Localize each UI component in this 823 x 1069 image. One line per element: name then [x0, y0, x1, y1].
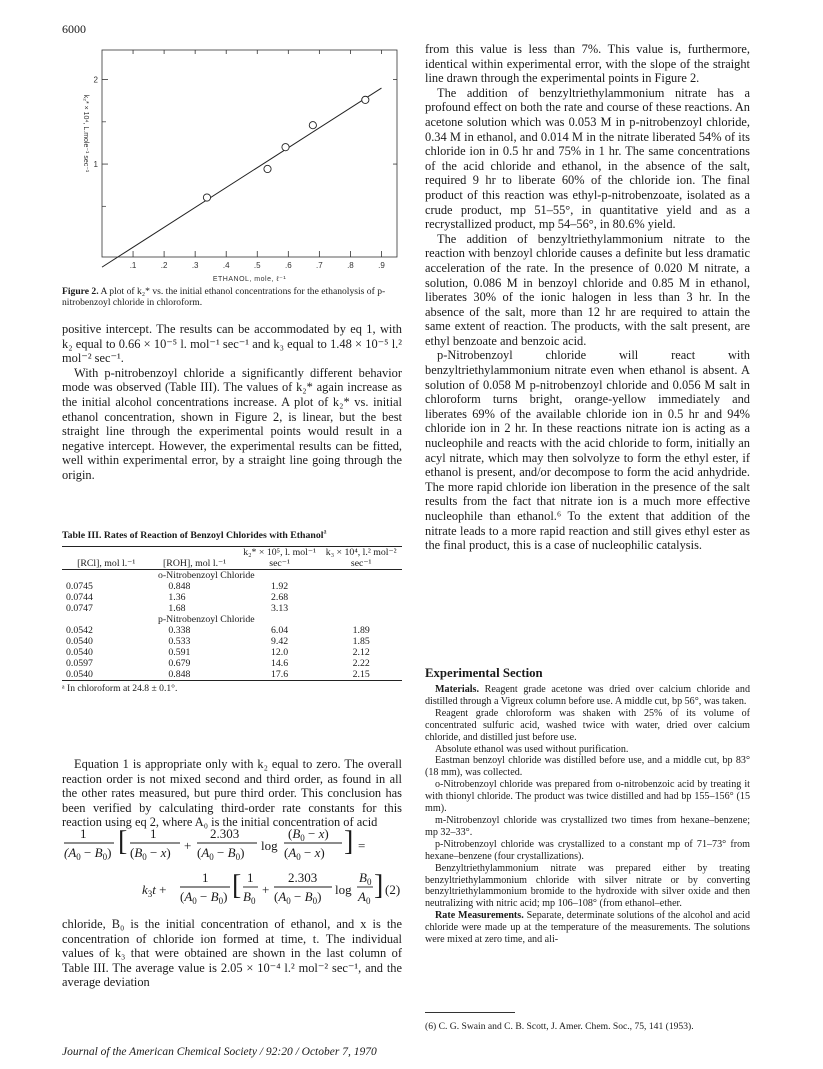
x-tick-label: .2 — [160, 261, 168, 270]
table-cell: 0.679 — [168, 658, 191, 669]
eq-den-3: $(A_0 - B_0)$ — [197, 845, 245, 862]
table-section-para-label: p-Nitrobenzoyl Chloride — [158, 614, 255, 625]
table-cell: 0.0540 — [66, 636, 93, 647]
chart-root — [82, 50, 397, 283]
table-header-k2: k₂* × 10⁵, l. mol⁻¹ sec⁻¹ — [243, 547, 316, 569]
experimental-heading: Experimental Section — [425, 666, 543, 680]
table-section-ortho-label: o-Nitrobenzoyl Chloride — [158, 570, 255, 581]
left-para-3-text: Equation 1 is appropriate only with k₂ equal to zero. The overall reaction order is not mixed second and third order, as found in all the other rates measured, but pure third order. This conclusion has been verified by calculating third-order rate constants for this reaction using eq 2, where A₀ is the initial concentration of acid — [62, 757, 402, 830]
exp-para-7: Benzyltriethylammonium nitrate was prepared either by treating benzyltriethylammonium chloride with silver nitrate or by converting benzyltriethylammonium bromide to the hydroxide with silver oxide and then neutralizing with nitric acid; mp 106–108° (from ethanol–ether. — [425, 862, 750, 910]
table-cell: 1.68 — [168, 603, 186, 614]
eq-plus-1: + — [184, 838, 192, 853]
table-row — [62, 625, 402, 636]
left-para-1: positive intercept. The results can be accommodated by eq 1, with k₂ equal to 0.66 × 10⁻⁵ l. mol⁻¹ sec⁻¹ and k₃ equal to 1.48 × 10⁻⁵ l.² mol⁻² sec⁻¹. — [62, 322, 402, 366]
right-para-4: p-Nitrobenzoyl chloride will react with benzyltriethylammonium nitrate even when ethanol is absent. A solution of 0.058 M p-nitrobenzoyl chloride and 0.056 M salt in chloroform turns bright, orange-yellow immediately and liberates 69% of the available chloride ion in 0.5 hr and 94% chloride ion in 2 hr. In these reactions nitrate ion is acting as a nucleophile and reacts with the acid chloride to form, initially an acyl nitrate, which may then solvolyze to form the ethyl ester, if ethanol is present, and/or decompose to form the acid anhydride. The more rapid chloride ion liberation in the presence of the salt results from the fact that nitrate ion is a much more effective nucleophile than ethanol.⁶ To the extent that addition of the nitrate leads to a more rapid reaction and still gives ethyl ester as the final product, this is a case of nucleophilic catalysis. — [425, 348, 750, 553]
x-tick-label: .9 — [378, 261, 385, 270]
table-cell: 1.85 — [352, 636, 370, 647]
eq-log-2: log — [335, 882, 352, 897]
table-cell: 0.533 — [168, 636, 191, 647]
experimental-section — [425, 684, 750, 946]
eq-den-6: $B_0$ — [243, 889, 256, 906]
table-3-body — [62, 570, 402, 681]
eq-numerator-4: $(B_0 - x)$ — [288, 826, 329, 843]
eq-k3t: $k_3t$ + — [142, 882, 167, 899]
eq-bracket-right-2: ] — [374, 870, 384, 901]
table-row — [62, 592, 402, 603]
y-tick-label: 2 — [93, 75, 98, 85]
table-section-ortho — [62, 570, 402, 582]
table-cell: 3.13 — [271, 603, 289, 614]
exp-para-6: p-Nitrobenzoyl chloride was crystallized to a constant mp of 71–73° from hexane–benzene (four crystallizations). — [425, 838, 750, 862]
data-point — [362, 96, 369, 103]
equation-number: (2) — [385, 882, 401, 897]
exp-para-rate: Rate Measurements. Separate, determinate solutions of the alcohol and acid chloride were made up at the temperature of the measurements. The solutions were mixed at zero time, and ali- — [425, 910, 750, 946]
table-3-title-block — [62, 530, 402, 542]
x-tick-label: .5 — [253, 261, 261, 270]
right-para-3: The addition of benzyltriethylammonium nitrate to the reaction with benzoyl chloride causes a definite but less dramatic acceleration of the rate. In the presence of 0.020 M nitrate, a solution, 0.086 M in benzoyl chloride and 0.85 M in ethanol, liberates 30% of the ionic halogen in less than 3 hr. In the absence of the salt, more than 12 hr are required to attain the same extent of reaction. The products, with the salt present, are ethyl benzoate and benzoic acid. — [425, 231, 750, 348]
x-tick-label: .7 — [316, 261, 323, 270]
table-cell: 1.92 — [271, 581, 289, 592]
left-para-4-text: chloride, B₀ is the initial concentration of ethanol, and x is the concentration of chloride ion formed at time, t. The individual values of k₃ that were obtained are shown in the last column of Table III. The average value is 2.05 × 10⁻⁴ l.² mol⁻² sec⁻¹, and the average deviation — [62, 917, 402, 990]
right-para-1: from this value is less than 7%. This value is, furthermore, identical within experimental error, with the slope of the straight line drawn through the experimental points in Figure 2. — [425, 42, 750, 86]
table-cell: 6.04 — [271, 625, 289, 636]
eq-den-8: $A_0$ — [358, 889, 371, 906]
table-header-roh: [ROH], mol l.⁻¹ — [163, 558, 227, 569]
table-cell: 0.0597 — [66, 658, 93, 669]
table-cell: 0.0745 — [66, 581, 93, 592]
exp-para-materials: Materials. Reagent grade acetone was dried over calcium chloride and distilled through a Vigreux column before use. A middle cut, bp 56°, was taken. — [425, 684, 750, 707]
table-cell: 0.0542 — [66, 625, 93, 636]
table-3 — [62, 546, 402, 694]
table-header-k3: k₃ × 10⁴, l.² mol⁻² sec⁻¹ — [325, 547, 397, 569]
x-tick-label: .6 — [284, 261, 292, 270]
table-cell: 0.338 — [168, 625, 191, 636]
figure-2-chart — [62, 42, 407, 287]
x-tick-label: .3 — [191, 261, 199, 270]
exp-para-5: m-Nitrobenzoyl chloride was crystallized two times from hexane–benzene; mp 32–33°. — [425, 814, 750, 838]
data-point — [309, 122, 316, 129]
exp-para-1: Reagent grade chloroform was shaken with 25% of its volume of concentrated sulfuric acid, washed twice with water, dried over calcium chloride, and distilled just before use. — [425, 707, 750, 743]
left-column-upper-text — [62, 322, 402, 483]
table-cell: 0.848 — [168, 581, 191, 592]
footnote-6: (6) C. G. Swain and C. B. Scott, J. Amer. Chem. Soc., 75, 141 (1953). — [425, 1021, 694, 1032]
x-tick-label: .1 — [129, 261, 137, 270]
figure-caption-text: A plot of k₂* vs. the initial ethanol concentrations for the ethanolysis of p-nitrobenzoyl chloride in chloroform. — [62, 286, 386, 309]
data-point — [282, 144, 289, 151]
x-axis-label: ETHANOL, mole, ℓ⁻¹ — [212, 276, 287, 283]
table-cell: 0.0540 — [66, 669, 93, 680]
table-cell: 1.89 — [352, 625, 370, 636]
table-row — [62, 647, 402, 658]
table-3-footnote: ᵃ In chloroform at 24.8 ± 0.1°. — [62, 683, 178, 694]
eq-den-1: $(A_0 - B_0)$ — [64, 845, 112, 862]
exp-para-8: Separate, determinate solutions of the alcohol and acid chloride were made up at the temperature of the measurements. The solutions were mixed at zero time, and ali- — [425, 910, 750, 946]
eq-numerator-5: 1 — [202, 870, 209, 885]
data-point — [203, 194, 210, 201]
eq-den-4: $(A_0 - x)$ — [284, 845, 325, 862]
data-point — [264, 165, 271, 172]
journal-footer: Journal of the American Chemical Society / 92:20 / October 7, 1970 — [62, 1046, 377, 1058]
table-3-grid — [62, 546, 402, 681]
y-tick-label: 1 — [93, 160, 98, 170]
table-cell: 2.22 — [352, 658, 370, 669]
table-section-para — [62, 614, 402, 625]
table-cell: 9.42 — [271, 636, 289, 647]
exp-para-4: o-Nitrobenzoyl chloride was prepared from o-nitrobenzoic acid by treating it with thionyl chloride. The product was twice distilled and had bp 155–156° (15 mm). — [425, 779, 750, 815]
table-cell: 2.68 — [271, 592, 289, 603]
exp-para-0: Reagent grade acetone was dried over calcium chloride and distilled through a Vigreux column before use. A middle cut, bp 56°, was taken. — [425, 684, 750, 707]
table-cell: 1.36 — [168, 592, 186, 603]
right-para-2: The addition of benzyltriethylammonium nitrate has a profound effect on both the rate and course of these reactions. An acetone solution which was 0.053 M in p-nitrobenzoyl chloride, 0.34 M in ethanol, and 0.014 M in the nitrate liberated 54% of its chloride ion in 0.5 hr and 75% in 1 hr. The same concentrations of the acid chloride and ethanol, in the absence of the salt, required 9 hr to liberate 60% of the chloride ion. The final product of this reaction was ethyl-p-nitrobenzoate, isolated as a crude product, mp 51–55°, in quantitative yield and as a recrystallized product, mp 54–56°, in 80.6% yield. — [425, 85, 750, 232]
figure-caption-label: Figure 2. — [62, 286, 99, 297]
right-column-text — [425, 42, 750, 553]
table-cell: 0.848 — [168, 669, 191, 680]
table-row — [62, 658, 402, 669]
table-cell — [320, 581, 402, 592]
eq-numerator-2: 1 — [150, 826, 157, 841]
table-cell: 12.0 — [271, 647, 289, 658]
eq-den-2: $(B_0 - x)$ — [130, 845, 171, 862]
equation-2 — [62, 822, 407, 912]
eq-den-7: $(A_0 - B_0)$ — [274, 889, 322, 906]
eq-numerator-7: 2.303 — [288, 870, 318, 885]
table-cell: 2.12 — [352, 647, 370, 658]
exp-para-2: Absolute ethanol was used without purification. — [435, 743, 629, 755]
table-cell: 0.0747 — [66, 603, 93, 614]
eq-log-1: log — [261, 838, 278, 853]
table-row — [62, 581, 402, 592]
eq-plus-2: + — [262, 882, 270, 897]
left-para-3 — [62, 757, 402, 830]
footnote-rule — [425, 1012, 515, 1013]
table-row — [62, 636, 402, 647]
eq-equals: = — [358, 838, 366, 853]
table-cell: 14.6 — [271, 658, 289, 669]
y-axis-label: k₂* × 10⁴, L.mole⁻¹ sec⁻¹ — [82, 94, 89, 173]
eq-bracket-left-2: [ — [232, 870, 242, 901]
table-cell: 0.0744 — [66, 592, 93, 603]
eq-numerator-8: $B_0$ — [359, 870, 372, 887]
eq-numerator-3: 2.303 — [210, 826, 240, 841]
eq-bracket-left-1: [ — [118, 826, 128, 857]
table-3-title: Table III. Rates of Reaction of Benzoyl Chlorides with Ethanol — [62, 530, 324, 541]
eq-den-5: $(A_0 - B_0)$ — [180, 889, 228, 906]
plot-frame — [102, 50, 397, 257]
left-para-4 — [62, 917, 402, 990]
table-cell: 2.15 — [352, 669, 370, 680]
fit-line — [102, 88, 381, 267]
exp-para-3: Eastman benzoyl chloride was distilled before use, and a middle cut, bp 83° (18 mm), was collected. — [425, 755, 750, 779]
x-tick-label: .8 — [347, 261, 354, 270]
figure-2-caption — [62, 286, 402, 308]
table-row — [62, 603, 402, 614]
eq-numerator-1: 1 — [80, 826, 87, 841]
table-header-rcl: [RCl], mol l.⁻¹ — [77, 558, 136, 569]
x-tick-label: .4 — [222, 261, 230, 270]
left-para-2: With p-nitrobenzoyl chloride a significantly different behavior mode was observed (Table III). The values of k₂* again increase as the initial alcohol concentrations increase. A plot of k₂* vs. initial ethanol concentration, shown in Figure 2, is linear, but the best straight line through the experimental points would result in a negative intercept. However, the experimental results can be fitted, well within experimental error, by a straight line going through the origin. — [62, 365, 402, 482]
table-cell: 17.6 — [271, 669, 289, 680]
table-cell: 0.0540 — [66, 647, 93, 658]
table-cell: 0.591 — [168, 647, 191, 658]
table-cell — [320, 592, 402, 603]
table-cell — [320, 603, 402, 614]
page-number: 6000 — [62, 22, 86, 36]
eq-bracket-right-1: ] — [344, 826, 354, 857]
eq-numerator-6: 1 — [247, 870, 254, 885]
table-row — [62, 669, 402, 681]
table-3-title-sup: a — [323, 528, 327, 536]
